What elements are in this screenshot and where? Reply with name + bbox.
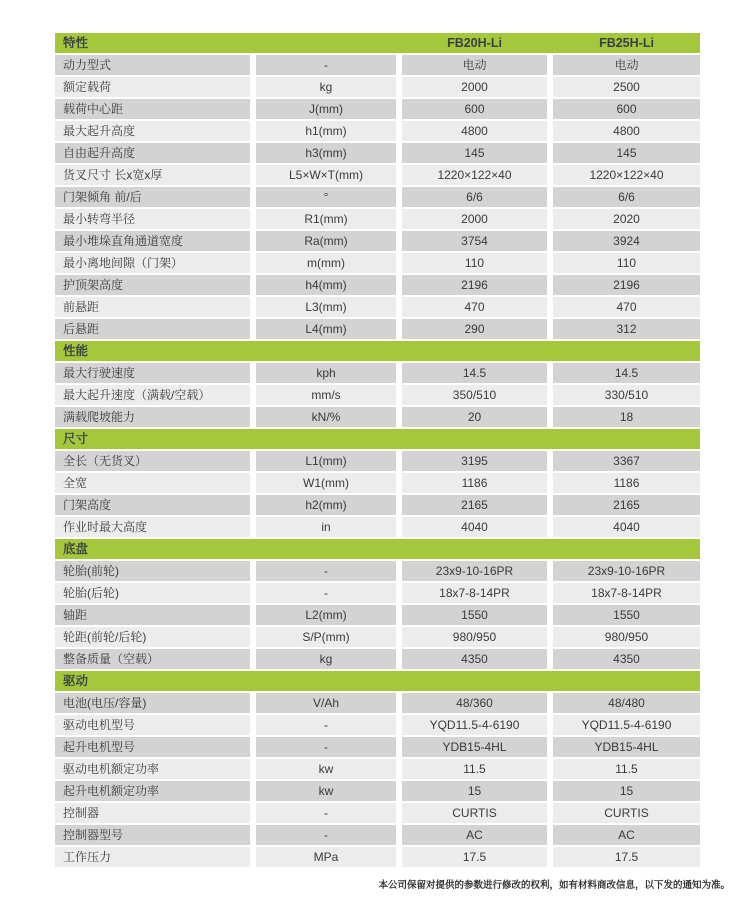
row-label: 轴距 bbox=[55, 605, 250, 625]
row-v1: 110 bbox=[402, 253, 547, 273]
table-row bbox=[55, 143, 700, 163]
row-v2: 14.5 bbox=[553, 363, 700, 383]
row-v2: 15 bbox=[553, 781, 700, 801]
table-row bbox=[55, 495, 700, 515]
row-v1: 14.5 bbox=[402, 363, 547, 383]
row-unit: - bbox=[256, 737, 396, 757]
table-row bbox=[55, 407, 700, 427]
row-label: 后悬距 bbox=[55, 319, 250, 339]
row-v2: 1220×122×40 bbox=[553, 165, 700, 185]
row-label: 最小堆垛直角通道宽度 bbox=[55, 231, 250, 251]
row-unit: kN/% bbox=[256, 407, 396, 427]
row-v2: 11.5 bbox=[553, 759, 700, 779]
row-label: 全宽 bbox=[55, 473, 250, 493]
footer-disclaimer: 本公司保留对提供的参数进行修改的权利，如有材料商改信息，以下发的通知为准。 bbox=[378, 880, 730, 891]
section-header: 尺寸 bbox=[55, 429, 700, 449]
table-row bbox=[55, 209, 700, 229]
row-v1: 2165 bbox=[402, 495, 547, 515]
spec-table-body bbox=[55, 55, 700, 867]
row-unit: kw bbox=[256, 759, 396, 779]
table-row bbox=[55, 781, 700, 801]
row-v2: 2020 bbox=[553, 209, 700, 229]
row-v2: 3367 bbox=[553, 451, 700, 471]
row-label: 整备质量（空载） bbox=[55, 649, 250, 669]
row-v2: YQD11.5-4-6190 bbox=[553, 715, 700, 735]
table-row bbox=[55, 187, 700, 207]
row-v2: 18x7-8-14PR bbox=[553, 583, 700, 603]
table-row bbox=[55, 319, 700, 339]
row-v2: 600 bbox=[553, 99, 700, 119]
row-v1: 980/950 bbox=[402, 627, 547, 647]
row-v1: 3195 bbox=[402, 451, 547, 471]
row-label: 满载爬坡能力 bbox=[55, 407, 250, 427]
row-v1: 4350 bbox=[402, 649, 547, 669]
row-unit: L3(mm) bbox=[256, 297, 396, 317]
table-row bbox=[55, 77, 700, 97]
row-unit: h4(mm) bbox=[256, 275, 396, 295]
row-v1: 1550 bbox=[402, 605, 547, 625]
row-unit: MPa bbox=[256, 847, 396, 867]
row-label: 驱动电机型号 bbox=[55, 715, 250, 735]
header-model2: FB25H-Li bbox=[599, 36, 654, 50]
row-unit: kg bbox=[256, 77, 396, 97]
table-header-row bbox=[55, 33, 700, 53]
row-label: 驱动电机额定功率 bbox=[55, 759, 250, 779]
row-v2: 1550 bbox=[553, 605, 700, 625]
row-v2: 980/950 bbox=[553, 627, 700, 647]
row-unit: h1(mm) bbox=[256, 121, 396, 141]
row-v1: 15 bbox=[402, 781, 547, 801]
table-row bbox=[55, 517, 700, 537]
row-unit: L1(mm) bbox=[256, 451, 396, 471]
table-row bbox=[55, 55, 700, 75]
table-row bbox=[55, 693, 700, 713]
row-v2: 470 bbox=[553, 297, 700, 317]
row-v2: 2165 bbox=[553, 495, 700, 515]
row-v1: AC bbox=[402, 825, 547, 845]
row-label: 作业时最大高度 bbox=[55, 517, 250, 537]
row-unit: S/P(mm) bbox=[256, 627, 396, 647]
row-v2: 23x9-10-16PR bbox=[553, 561, 700, 581]
row-v2: 2500 bbox=[553, 77, 700, 97]
row-unit: V/Ah bbox=[256, 693, 396, 713]
row-label: 货叉尺寸 长x宽x厚 bbox=[55, 165, 250, 185]
row-v2: 330/510 bbox=[553, 385, 700, 405]
row-v1: 17.5 bbox=[402, 847, 547, 867]
table-row bbox=[55, 605, 700, 625]
row-v2: 48/480 bbox=[553, 693, 700, 713]
table-row bbox=[55, 253, 700, 273]
row-label: 最小转弯半径 bbox=[55, 209, 250, 229]
row-unit: - bbox=[256, 55, 396, 75]
row-v1: 20 bbox=[402, 407, 547, 427]
row-v2: 145 bbox=[553, 143, 700, 163]
row-v1: 48/360 bbox=[402, 693, 547, 713]
table-row bbox=[55, 561, 700, 581]
row-v1: 350/510 bbox=[402, 385, 547, 405]
row-v1: 470 bbox=[402, 297, 547, 317]
row-v2: AC bbox=[553, 825, 700, 845]
row-unit: kg bbox=[256, 649, 396, 669]
row-unit: L5×W×T(mm) bbox=[256, 165, 396, 185]
row-unit: ° bbox=[256, 187, 396, 207]
table-row bbox=[55, 385, 700, 405]
row-label: 工作压力 bbox=[55, 847, 250, 867]
row-label: 轮距(前轮/后轮) bbox=[55, 627, 250, 647]
table-row bbox=[55, 649, 700, 669]
section-header: 驱动 bbox=[55, 671, 700, 691]
row-label: 动力型式 bbox=[55, 55, 250, 75]
table-row bbox=[55, 583, 700, 603]
row-unit: - bbox=[256, 583, 396, 603]
row-v1: 1220×122×40 bbox=[402, 165, 547, 185]
row-label: 电池(电压/容量) bbox=[55, 693, 250, 713]
row-v1: YQD11.5-4-6190 bbox=[402, 715, 547, 735]
table-row bbox=[55, 847, 700, 867]
row-v1: 145 bbox=[402, 143, 547, 163]
row-label: 护顶架高度 bbox=[55, 275, 250, 295]
row-label: 最大行驶速度 bbox=[55, 363, 250, 383]
row-v2: 17.5 bbox=[553, 847, 700, 867]
row-label: 门架倾角 前/后 bbox=[55, 187, 250, 207]
row-unit: L2(mm) bbox=[256, 605, 396, 625]
spec-table bbox=[55, 33, 700, 869]
row-v1: 2196 bbox=[402, 275, 547, 295]
row-label: 最大起升高度 bbox=[55, 121, 250, 141]
row-v1: 6/6 bbox=[402, 187, 547, 207]
row-label: 最大起升速度（满载/空载） bbox=[55, 385, 250, 405]
row-unit: - bbox=[256, 715, 396, 735]
table-row bbox=[55, 363, 700, 383]
row-label: 轮胎(前轮) bbox=[55, 561, 250, 581]
row-unit: kph bbox=[256, 363, 396, 383]
row-v1: 18x7-8-14PR bbox=[402, 583, 547, 603]
row-unit: h3(mm) bbox=[256, 143, 396, 163]
row-v1: 23x9-10-16PR bbox=[402, 561, 547, 581]
section-header: 性能 bbox=[55, 341, 700, 361]
row-unit: in bbox=[256, 517, 396, 537]
row-unit: kw bbox=[256, 781, 396, 801]
row-v2: CURTIS bbox=[553, 803, 700, 823]
row-unit: J(mm) bbox=[256, 99, 396, 119]
row-v1: CURTIS bbox=[402, 803, 547, 823]
row-v2: 4800 bbox=[553, 121, 700, 141]
row-label: 载荷中心距 bbox=[55, 99, 250, 119]
table-row bbox=[55, 803, 700, 823]
row-v1: YDB15-4HL bbox=[402, 737, 547, 757]
row-v2: 18 bbox=[553, 407, 700, 427]
row-unit: W1(mm) bbox=[256, 473, 396, 493]
table-row bbox=[55, 759, 700, 779]
section-header: 底盘 bbox=[55, 539, 700, 559]
row-unit: R1(mm) bbox=[256, 209, 396, 229]
row-label: 起升电机型号 bbox=[55, 737, 250, 757]
row-v1: 600 bbox=[402, 99, 547, 119]
row-label: 控制器 bbox=[55, 803, 250, 823]
header-model1: FB20H-Li bbox=[447, 36, 502, 50]
table-row bbox=[55, 99, 700, 119]
row-v1: 2000 bbox=[402, 77, 547, 97]
row-unit: L4(mm) bbox=[256, 319, 396, 339]
row-unit: Ra(mm) bbox=[256, 231, 396, 251]
row-label: 最小离地间隙（门架） bbox=[55, 253, 250, 273]
row-label: 自由起升高度 bbox=[55, 143, 250, 163]
table-row bbox=[55, 121, 700, 141]
row-v1: 3754 bbox=[402, 231, 547, 251]
row-v1: 4040 bbox=[402, 517, 547, 537]
row-v2: 4350 bbox=[553, 649, 700, 669]
row-label: 控制器型号 bbox=[55, 825, 250, 845]
row-v2: 电动 bbox=[553, 55, 700, 75]
row-unit: - bbox=[256, 803, 396, 823]
row-unit: h2(mm) bbox=[256, 495, 396, 515]
table-row bbox=[55, 715, 700, 735]
table-row bbox=[55, 275, 700, 295]
row-unit: - bbox=[256, 561, 396, 581]
row-unit: - bbox=[256, 825, 396, 845]
row-label: 前悬距 bbox=[55, 297, 250, 317]
row-v2: 3924 bbox=[553, 231, 700, 251]
row-label: 额定载荷 bbox=[55, 77, 250, 97]
row-v2: 2196 bbox=[553, 275, 700, 295]
row-v2: YDB15-4HL bbox=[553, 737, 700, 757]
row-v1: 2000 bbox=[402, 209, 547, 229]
row-v2: 312 bbox=[553, 319, 700, 339]
table-row bbox=[55, 825, 700, 845]
row-v2: 110 bbox=[553, 253, 700, 273]
header-unit-label bbox=[256, 33, 396, 53]
table-row bbox=[55, 737, 700, 757]
row-v2: 1186 bbox=[553, 473, 700, 493]
row-v1: 290 bbox=[402, 319, 547, 339]
row-v1: 11.5 bbox=[402, 759, 547, 779]
row-v1: 1186 bbox=[402, 473, 547, 493]
row-v2: 6/6 bbox=[553, 187, 700, 207]
row-label: 起升电机额定功率 bbox=[55, 781, 250, 801]
row-label: 门架高度 bbox=[55, 495, 250, 515]
row-v1: 4800 bbox=[402, 121, 547, 141]
row-v2: 4040 bbox=[553, 517, 700, 537]
row-unit: mm/s bbox=[256, 385, 396, 405]
header-feature-label: 特性 bbox=[63, 36, 89, 50]
row-label: 全长（无货叉） bbox=[55, 451, 250, 471]
table-row bbox=[55, 231, 700, 251]
row-unit: m(mm) bbox=[256, 253, 396, 273]
table-row bbox=[55, 451, 700, 471]
table-row bbox=[55, 473, 700, 493]
table-row bbox=[55, 627, 700, 647]
table-row bbox=[55, 297, 700, 317]
table-row bbox=[55, 165, 700, 185]
row-v1: 电动 bbox=[402, 55, 547, 75]
row-label: 轮胎(后轮) bbox=[55, 583, 250, 603]
